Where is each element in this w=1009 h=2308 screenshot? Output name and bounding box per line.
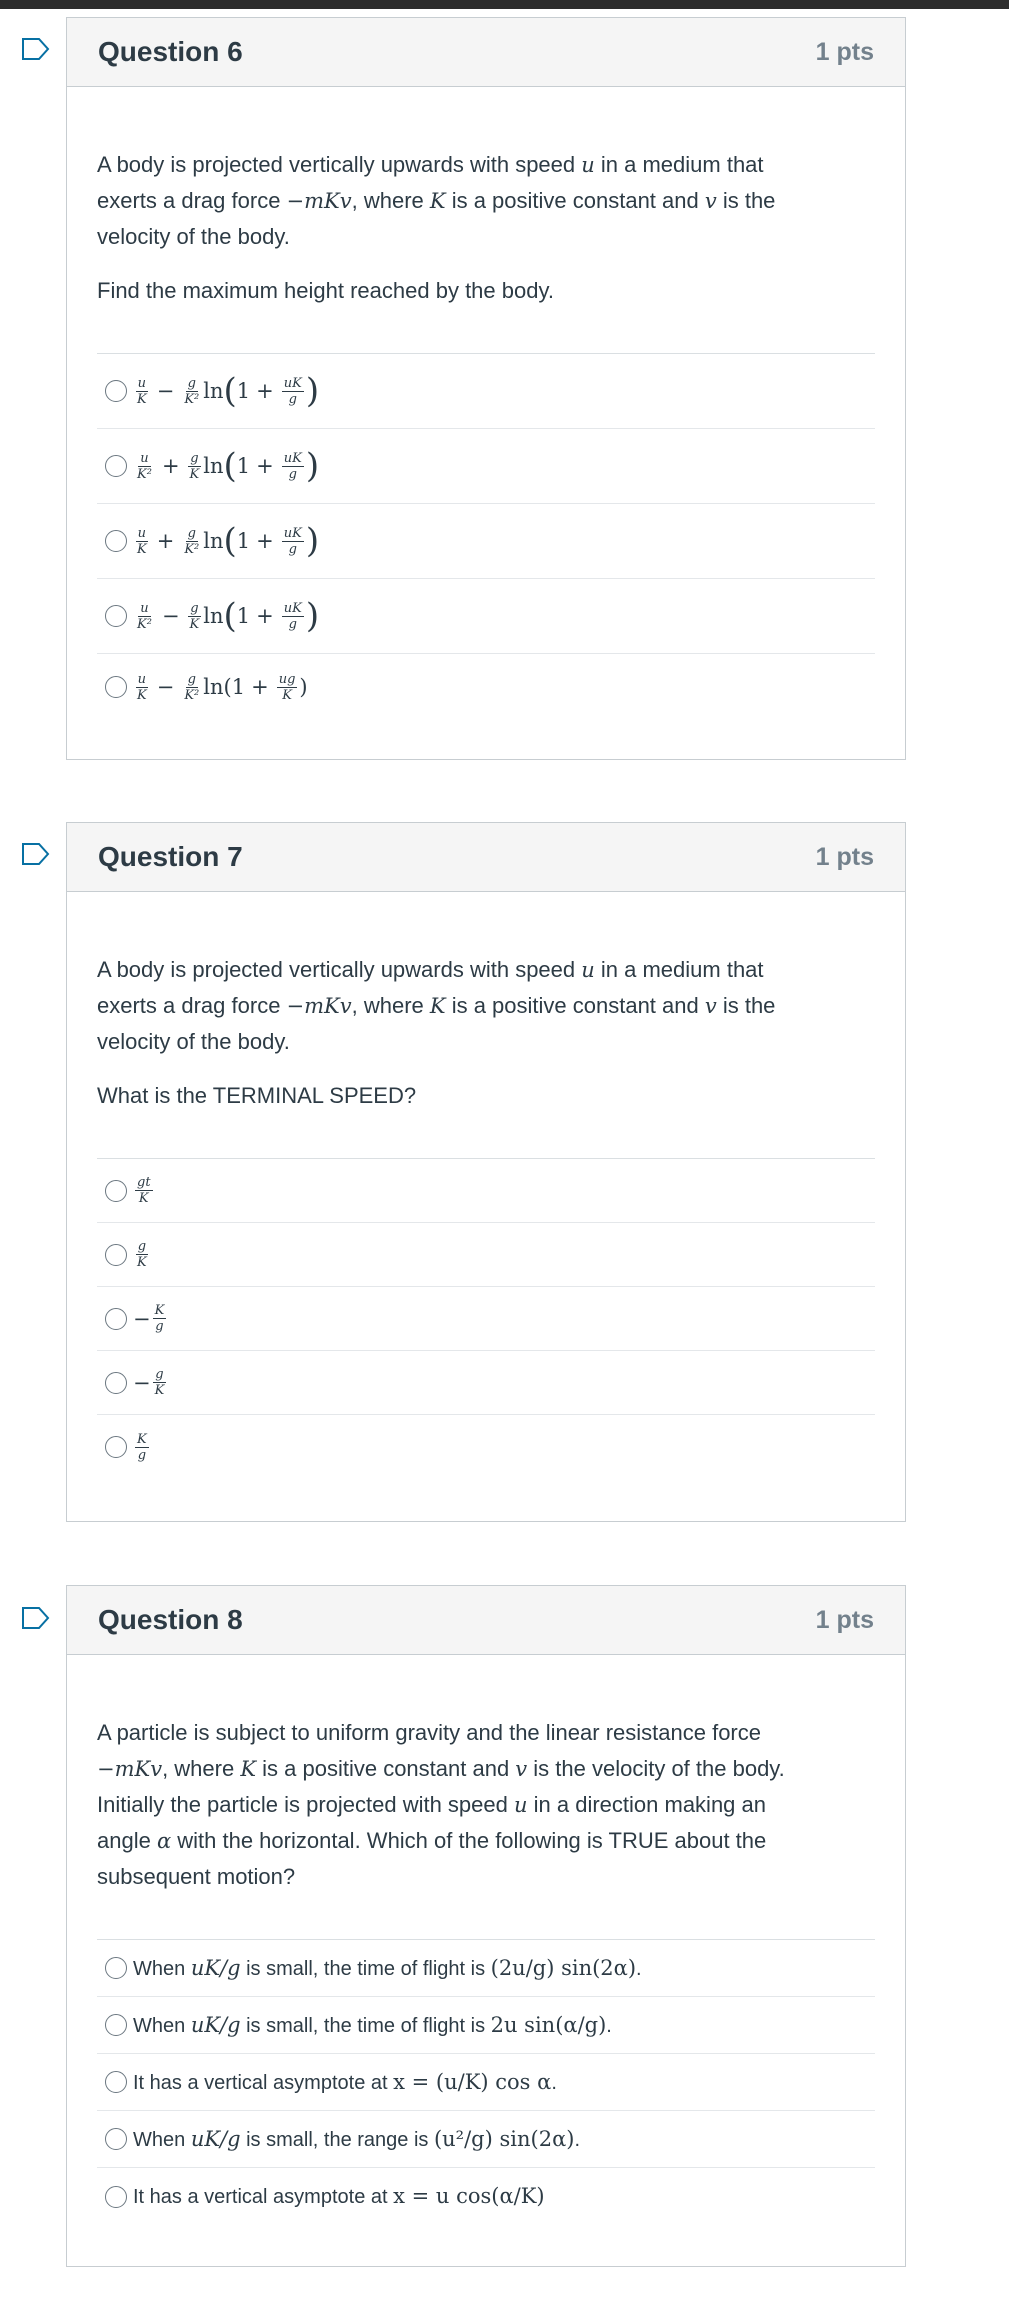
answer-text: It has a vertical asymptote at x = (u/K) cos α. bbox=[133, 2069, 557, 2094]
question-text: A body is projected vertically upwards with speed u in a medium that exerts a drag force −mKv, where K is a positive constant and v is the velocity of the body. Find the maximum height reached by the body. bbox=[97, 147, 875, 309]
radio-button[interactable] bbox=[105, 2128, 127, 2150]
question-text: A particle is subject to uniform gravity and the linear resistance force −mKv, where K is a positive constant and v is the velocity of the body. Initially the particle is projected with speed u in a direction making an angle α with the horizontal. Which of the following is TRUE about the subsequent motion? bbox=[97, 1720, 785, 1889]
answer-list bbox=[97, 1158, 875, 1479]
answer-option[interactable] bbox=[97, 2054, 875, 2111]
question-8-card bbox=[66, 1585, 906, 2267]
answer-math: $\frac{u}{\text{K²}}$ − $\frac{g}{K}$ ln ( 1 + $\frac{uK}{g}$ ) bbox=[137, 596, 320, 636]
radio-button[interactable] bbox=[105, 2014, 127, 2036]
radio-button[interactable] bbox=[105, 530, 127, 552]
question-prompt: Find the maximum height reached by the body. bbox=[97, 278, 554, 303]
question-points: 1 pts bbox=[815, 38, 874, 66]
answer-math: $\frac{u}{K}$ − $\frac{g}{\text{K²}}$ ln ( 1 + $\frac{ug}{K}$ ) bbox=[137, 671, 308, 703]
question-points: 1 pts bbox=[815, 1606, 874, 1634]
radio-button[interactable] bbox=[105, 676, 127, 698]
radio-button[interactable] bbox=[105, 455, 127, 477]
question-7-card bbox=[66, 822, 906, 1522]
question-prompt: What is the TERMINAL SPEED? bbox=[97, 1083, 417, 1108]
flag-question-icon[interactable] bbox=[22, 38, 50, 60]
answer-option[interactable] bbox=[97, 1223, 875, 1287]
question-header bbox=[67, 1586, 905, 1655]
answer-text: When uK/g is small, the range is (u²/g) sin(2α). bbox=[133, 2126, 580, 2151]
question-header bbox=[67, 18, 905, 87]
answer-math: $\frac{K}{g}$ bbox=[137, 1431, 147, 1463]
answer-option[interactable] bbox=[97, 504, 875, 579]
answer-list bbox=[97, 1939, 875, 2225]
answer-option[interactable] bbox=[97, 579, 875, 654]
answer-math: $\frac{u}{\text{K²}}$ + $\frac{g}{K}$ ln ( 1 + $\frac{uK}{g}$ ) bbox=[137, 446, 320, 486]
answer-option[interactable] bbox=[97, 1287, 875, 1351]
question-text: A body is projected vertically upwards with speed u in a medium that exerts a drag force −mKv, where K is a positive constant and v is the velocity of the body. What is the TERMINAL SPEED? bbox=[97, 952, 875, 1114]
answer-list bbox=[97, 353, 875, 720]
flag-question-icon[interactable] bbox=[22, 843, 50, 865]
flag-question-icon[interactable] bbox=[22, 1607, 50, 1629]
question-points: 1 pts bbox=[815, 843, 874, 871]
answer-math: − $\frac{K}{g}$ bbox=[133, 1303, 165, 1334]
top-bar bbox=[0, 0, 1009, 9]
radio-button[interactable] bbox=[105, 1308, 127, 1330]
radio-button[interactable] bbox=[105, 1244, 127, 1266]
question-title: Question 7 bbox=[98, 841, 243, 872]
question-title: Question 8 bbox=[98, 1604, 243, 1635]
radio-button[interactable] bbox=[105, 1180, 127, 1202]
question-title: Question 6 bbox=[98, 36, 243, 67]
answer-text: When uK/g is small, the time of flight is 2u sin(α/g). bbox=[133, 2012, 612, 2037]
question-6-card bbox=[66, 17, 906, 760]
answer-math: $\frac{u}{K}$ + $\frac{g}{\text{K²}}$ ln ( 1 + $\frac{uK}{g}$ ) bbox=[137, 521, 320, 561]
answer-option[interactable] bbox=[97, 1997, 875, 2054]
answer-option[interactable] bbox=[97, 2111, 875, 2168]
answer-math: − $\frac{g}{K}$ bbox=[133, 1367, 165, 1398]
answer-option[interactable] bbox=[97, 354, 875, 429]
radio-button[interactable] bbox=[105, 1436, 127, 1458]
answer-option[interactable] bbox=[97, 1351, 875, 1415]
answer-option[interactable] bbox=[97, 429, 875, 504]
answer-option[interactable] bbox=[97, 2168, 875, 2225]
radio-button[interactable] bbox=[105, 1372, 127, 1394]
answer-option[interactable] bbox=[97, 1159, 875, 1223]
answer-math: $\frac{gt}{K}$ bbox=[137, 1175, 151, 1206]
radio-button[interactable] bbox=[105, 2071, 127, 2093]
answer-option[interactable] bbox=[97, 1940, 875, 1997]
radio-button[interactable] bbox=[105, 2186, 127, 2208]
answer-text: It has a vertical asymptote at x = u cos(α/K) bbox=[133, 2184, 545, 2208]
question-header bbox=[67, 823, 905, 892]
answer-option[interactable] bbox=[97, 654, 875, 720]
radio-button[interactable] bbox=[105, 380, 127, 402]
radio-button[interactable] bbox=[105, 1957, 127, 1979]
answer-math: $\frac{g}{K}$ bbox=[137, 1239, 147, 1270]
answer-text: When uK/g is small, the time of flight is (2u/g) sin(2α). bbox=[133, 1955, 642, 1980]
radio-button[interactable] bbox=[105, 605, 127, 627]
answer-option[interactable] bbox=[97, 1415, 875, 1479]
answer-math: $\frac{u}{K}$ − $\frac{g}{\text{K²}}$ ln ( 1 + $\frac{uK}{g}$ ) bbox=[137, 371, 320, 411]
